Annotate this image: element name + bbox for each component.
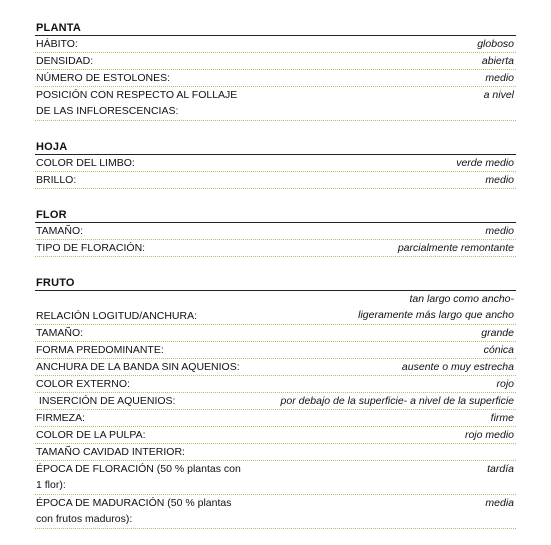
row-color-limbo	[35, 155, 516, 172]
row-label: HÁBITO:	[36, 38, 78, 50]
row-value: globoso	[477, 38, 514, 50]
row-label: TAMAÑO:	[36, 225, 84, 237]
row-value: media	[485, 497, 514, 509]
row-color-pulpa	[35, 427, 516, 444]
row-label: FIRMEZA:	[36, 412, 85, 424]
row-label: TAMAÑO:	[36, 327, 84, 339]
section-hoja	[35, 141, 516, 189]
row-label: COLOR DE LA PULPA:	[36, 429, 146, 441]
row-value: grande	[481, 327, 514, 339]
row-value: tardía	[487, 463, 514, 475]
row-value: verde medio	[456, 157, 514, 169]
row-value: ausente o muy estrecha	[401, 361, 514, 373]
row-label	[35, 495, 231, 527]
row-value: medio	[485, 72, 514, 84]
row-tamano-fruto	[35, 325, 516, 342]
row-value: firme	[490, 412, 514, 424]
row-value-line: tan largo como ancho-	[409, 293, 514, 305]
row-label	[35, 87, 237, 119]
row-label: DENSIDAD:	[36, 55, 94, 67]
row-value: parcialmente remontante	[397, 242, 514, 254]
row-value: rojo	[496, 378, 514, 390]
section-title-flor: FLOR	[35, 209, 516, 223]
row-label: ANCHURA DE LA BANDA SIN AQUENIOS:	[36, 361, 240, 373]
row-label: NÚMERO DE ESTOLONES:	[36, 72, 170, 84]
row-value: medio	[485, 225, 514, 237]
row-label: FORMA PREDOMINANTE:	[36, 344, 164, 356]
row-value: a nivel	[483, 89, 514, 101]
row-label: INSERCIÓN DE AQUENIOS:	[36, 395, 176, 407]
row-value: rojo medio	[464, 429, 514, 441]
row-relacion	[35, 291, 516, 325]
section-title-hoja: HOJA	[35, 141, 516, 155]
row-brillo	[35, 172, 516, 189]
row-label-line: DE LAS INFLORESCENCIAS:	[36, 105, 179, 117]
section-title-fruto: FRUTO	[35, 277, 516, 291]
row-insercion	[35, 393, 516, 410]
row-value: medio	[485, 174, 514, 186]
section-fruto	[35, 277, 516, 529]
section-title-planta: PLANTA	[35, 22, 516, 36]
row-value: abierta	[481, 55, 514, 67]
row-value	[358, 291, 516, 323]
row-label-line: 1 flor):	[36, 479, 66, 491]
row-label	[35, 461, 241, 493]
row-label-line: ÉPOCA DE FLORACIÓN (50 % plantas con	[36, 463, 241, 475]
row-value-line: ligeramente más largo que ancho	[358, 309, 514, 321]
row-label-line: POSICIÓN CON RESPECTO AL FOLLAJE	[36, 89, 238, 101]
row-label: COLOR EXTERNO:	[36, 378, 130, 390]
row-habito	[35, 36, 516, 53]
row-tamano-flor	[35, 223, 516, 240]
row-anchura-banda	[35, 359, 516, 376]
section-planta	[35, 22, 516, 121]
row-label: COLOR DEL LIMBO:	[36, 157, 135, 169]
row-posicion	[35, 87, 516, 121]
row-label: TAMAÑO CAVIDAD INTERIOR:	[36, 446, 185, 458]
row-estolones	[35, 70, 516, 87]
row-epoca-floracion	[35, 461, 516, 495]
row-firmeza	[35, 410, 516, 427]
row-color-externo	[35, 376, 516, 393]
row-label-line: con frutos maduros):	[36, 513, 133, 525]
row-densidad	[35, 53, 516, 70]
row-forma	[35, 342, 516, 359]
row-epoca-maduracion	[35, 495, 516, 529]
row-value: cónica	[483, 344, 514, 356]
row-value: por debajo de la superficie- a nivel de la superficie	[280, 395, 514, 407]
row-tipo-floracion	[35, 240, 516, 257]
row-label-line: ÉPOCA DE MADURACIÓN (50 % plantas	[36, 497, 232, 509]
row-label: TIPO DE FLORACIÓN:	[36, 242, 146, 254]
row-label: BRILLO:	[36, 174, 77, 186]
section-flor	[35, 209, 516, 257]
row-cavidad	[35, 444, 516, 461]
row-label: RELACIÓN LOGITUD/ANCHURA:	[36, 310, 198, 322]
